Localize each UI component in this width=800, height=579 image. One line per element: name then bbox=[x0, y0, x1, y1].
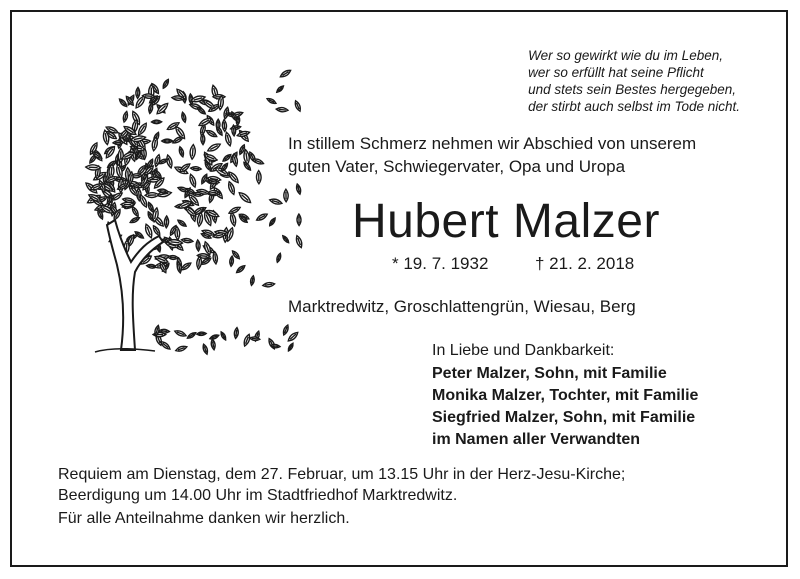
places: Marktredwitz, Groschlattengrün, Wiesau, Berg bbox=[288, 297, 636, 316]
intro-line: guten Vater, Schwiegervater, Opa und Uropa bbox=[288, 157, 626, 176]
quote-line: wer so erfüllt hat seine Pflicht bbox=[528, 65, 704, 80]
quote-line: Wer so gewirkt wie du im Leben, bbox=[528, 48, 723, 63]
service-info bbox=[58, 464, 625, 506]
memorial-quote bbox=[528, 47, 740, 115]
family-member: Siegfried Malzer, Sohn, mit Familie bbox=[432, 409, 696, 426]
quote-line: der stirbt auch selbst im Tode nicht. bbox=[528, 99, 740, 114]
family-member: Monika Malzer, Tochter, mit Familie bbox=[432, 387, 699, 404]
thanks-text: Für alle Anteilnahme danken wir herzlich. bbox=[58, 510, 350, 527]
family-intro: In Liebe und Dankbarkeit: bbox=[432, 342, 615, 359]
intro-text bbox=[288, 132, 696, 178]
birth-date: * 19. 7. 1932 bbox=[392, 254, 489, 273]
service-line: Requiem am Dienstag, dem 27. Februar, um 13.15 Uhr in der Herz-Jesu-Kirche; bbox=[58, 466, 626, 483]
family-member: Peter Malzer, Sohn, mit Familie bbox=[432, 365, 667, 382]
family-block bbox=[432, 340, 698, 451]
death-date: † 21. 2. 2018 bbox=[535, 254, 635, 273]
service-line: Beerdigung um 14.00 Uhr im Stadtfriedhof Marktredwitz. bbox=[58, 487, 458, 504]
windblown-tree-icon bbox=[55, 50, 305, 360]
quote-line: und stets sein Bestes hergegeben, bbox=[528, 82, 737, 97]
intro-line: In stillem Schmerz nehmen wir Abschied von unserem bbox=[288, 134, 697, 153]
deceased-name: Hubert Malzer bbox=[352, 195, 660, 248]
family-member: im Namen aller Verwandten bbox=[432, 431, 641, 448]
